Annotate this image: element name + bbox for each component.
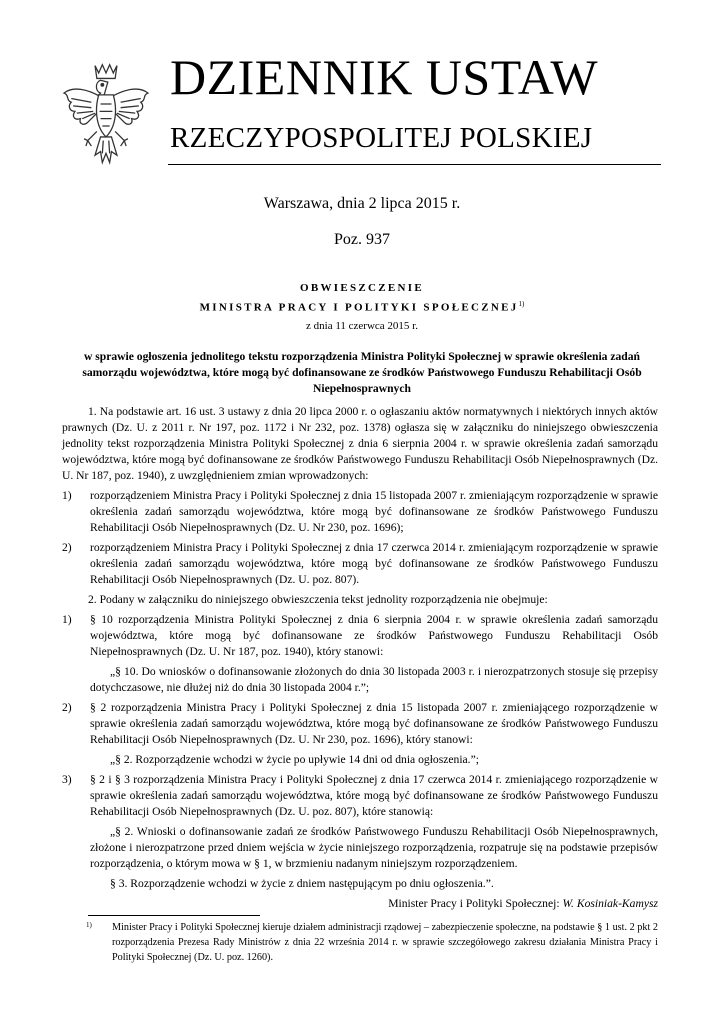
item-text: § 2 i § 3 rozporządzenia Ministra Pracy i Polityki Społecznej z dnia 17 czerwca 2014 r. zmieniającego rozporządzenie w sprawie określenia zadań samorządu województwa, które mogą być dofinansowane ze środków Państwowego Funduszu Rehabilitacji Osób Niepełnosprawnych (Dz. U. poz. 807), które stanowią: — [90, 773, 658, 818]
document-subject: w sprawie ogłoszenia jednolitego tekstu rozporządzenia Ministra Polityki Społecznej w sprawie określenia zadań samorządu województwa, które mogą być dofinansowane ze środków Państwowego Funduszu Rehabilitacji Osób Niepełnosprawnych — [82, 350, 642, 395]
item-text: rozporządzeniem Ministra Pracy i Polityki Społecznej z dnia 15 listopada 2007 r. zmieniającym rozporządzenie w sprawie określenia zadań samorządu województwa, które mogą być dofinansowane ze środków Państwowego Funduszu Rehabilitacji Osób Niepełnosprawnych (Dz. U. Nr 230, poz. 1696); — [90, 489, 658, 534]
issuer — [0, 300, 724, 314]
footnote — [88, 920, 658, 965]
item-number: 1) — [62, 489, 72, 502]
section-1-item-2 — [62, 540, 658, 588]
item-number: 2) — [62, 541, 72, 554]
section-2-item-3-quote-2: § 3. Rozporządzenie wchodzi w życie z dniem następującym po dniu ogłoszenia.”. — [110, 877, 494, 890]
masthead-subtitle: RZECZYPOSPOLITEJ POLSKIEJ — [170, 122, 593, 154]
section-1-intro: 1. Na podstawie art. 16 ust. 3 ustawy z dnia 20 lipca 2000 r. o ogłaszaniu aktów normatywnych i niektórych innych aktów prawnych (Dz. U. z 2011 r. Nr 197, poz. 1172 i Nr 232, poz. 1378) ogłasza się w załączniku do niniejszego obwieszczenia jednolity tekst rozporządzenia Ministra Polityki Społecznej z dnia 6 sierpnia 2004 r. w sprawie określenia zadań samorządu województwa, które mogą być dofinansowane ze środków Państwowego Funduszu Rehabilitacji Osób Niepełnosprawnych (Dz. U. Nr 187, poz. 1940), z uwzględnieniem zmian wprowadzonych: — [62, 405, 658, 482]
item-text: § 10 rozporządzenia Ministra Polityki Społecznej z dnia 6 sierpnia 2004 r. w sprawie określenia zadań samorządu województwa, które mogą być dofinansowane ze środków Państwowego Funduszu Rehabilitacji Osób Niepełnosprawnych (Dz. U. Nr 187, poz. 1940), który stanowi: — [90, 613, 658, 658]
masthead-title: DZIENNIK USTAW — [170, 49, 599, 105]
polish-eagle-emblem-icon — [60, 62, 152, 168]
footnote-text: Minister Pracy i Polityki Społecznej kieruje działem administracji rządowej – zabezpieczenie społeczne, na podstawie § 1 ust. 2 pkt 2 rozporządzenia Prezesa Rady Ministrów z dnia 22 września 2014 r. w sprawie szczegółowego zakresu działania Ministra Pracy i Polityki Społecznej (Dz. U. poz. 1260). — [112, 922, 658, 963]
issue-date: z dnia 11 czerwca 2015 r. — [306, 320, 418, 332]
document-type: OBWIESZCZENIE — [299, 282, 425, 294]
signature-name: W. Kosiniak-Kamysz — [562, 897, 658, 910]
section-2-item-1-quote: „§ 10. Do wniosków o dofinansowanie złożonych do dnia 30 listopada 2003 r. i nierozpatrzonych stosuje się przepisy dotychczasowe, nie dłużej niż do dnia 30 listopada 2004 r.”; — [90, 665, 658, 694]
item-text: rozporządzeniem Ministra Pracy i Polityki Społecznej z dnia 17 czerwca 2014 r. zmieniającym rozporządzenie w sprawie określenia zadań samorządu województwa, które mogą być dofinansowane ze środków Państwowego Funduszu Rehabilitacji Osób Niepełnosprawnych (Dz. U. poz. 807). — [90, 541, 658, 586]
issuer-name: MINISTRA PRACY I POLITYKI SPOŁECZNEJ — [199, 301, 519, 314]
footnote-rule — [88, 915, 260, 916]
dateline: Warszawa, dnia 2 lipca 2015 r. — [263, 195, 461, 212]
document-body — [62, 404, 658, 912]
masthead-rule — [168, 164, 661, 165]
section-2-intro: 2. Podany w załączniku do niniejszego obwieszczenia tekst jednolity rozporządzenia nie obejmuje: — [88, 593, 548, 606]
item-number: 3) — [62, 773, 72, 786]
section-2-item-3-quote-1: „§ 2. Wnioski o dofinansowanie zadań ze środków Państwowego Funduszu Rehabilitacji Osób Niepełnosprawnych, złożone i nierozpatrzone przed dniem wejścia w życie niniejszego rozporządzenia, rozpatruje się na podstawie przepisów rozporządzenia, o którym mowa w § 1, w brzmieniu nadanym niniejszym rozporządzeniem. — [90, 825, 658, 870]
signature-role: Minister Pracy i Polityki Społecznej: — [388, 897, 560, 910]
item-number: 2) — [62, 701, 72, 714]
footnote-mark: 1) — [86, 921, 92, 929]
issuer-footnote-ref: 1) — [518, 300, 525, 308]
section-2-item-2-quote: „§ 2. Rozporządzenie wchodzi w życie po upływie 14 dni od dnia ogłoszenia.”; — [110, 753, 479, 766]
signature — [62, 896, 658, 912]
section-2-item-2 — [62, 700, 658, 748]
section-2-item-3 — [62, 772, 658, 820]
item-text: § 2 rozporządzenia Ministra Pracy i Polityki Społecznej z dnia 15 listopada 2007 r. zmieniającego rozporządzenie w sprawie określenia zadań samorządu województwa, które mogą być dofinansowane ze środków Państwowego Funduszu Rehabilitacji Osób Niepełnosprawnych (Dz. U. Nr 230, poz. 1696), który stanowi: — [90, 701, 658, 746]
item-number: 1) — [62, 613, 72, 626]
section-2-item-1 — [62, 612, 658, 660]
position-number: Poz. 937 — [334, 231, 390, 248]
section-1-item-1 — [62, 488, 658, 536]
